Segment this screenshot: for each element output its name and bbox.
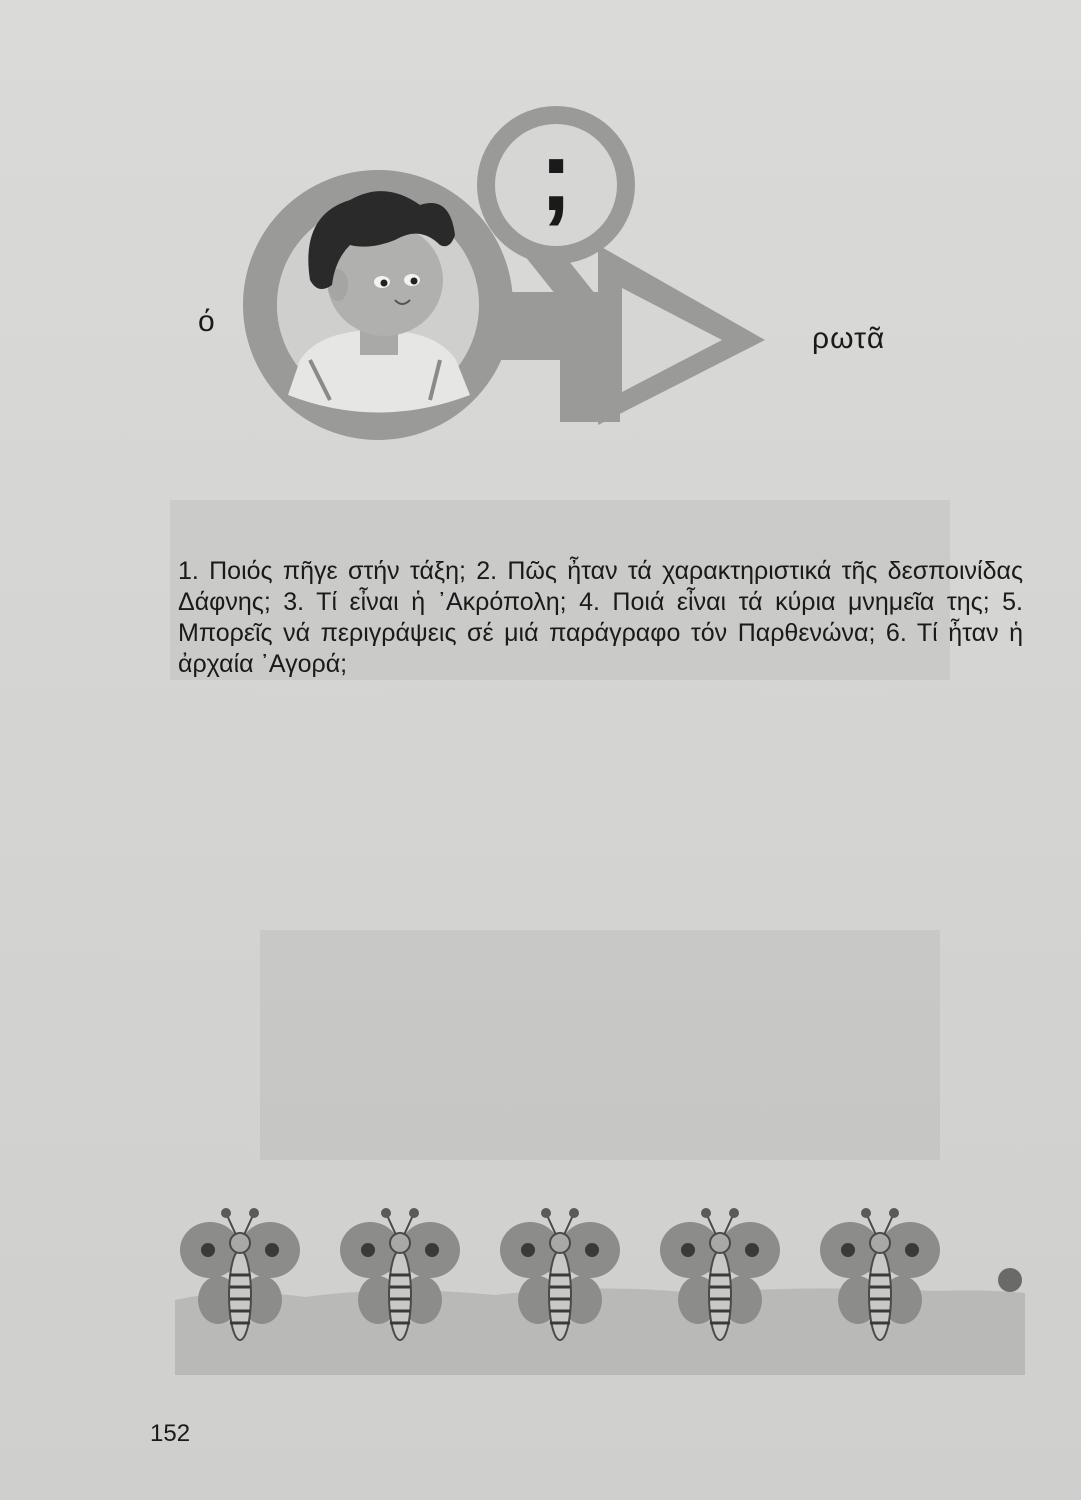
boy-pupil-left xyxy=(381,280,388,287)
questions-paragraph: 1. Ποιός πῆγε στήν τάξη; 2. Πῶς ἦταν τά χαρακτηριστικά τῆς δεσποινίδας Δάφνης; 3. Τί εἶναι ἡ ᾿Ακρόπολη; 4. Ποιά εἶναι τά κύρια μνημεῖα της; 5. Μπορεῖς νά περιγράψεις σέ μιά παράγραφο τόν Παρθενώνα; 6. Τί ἦταν ἡ ἀρχαία ᾿Αγορά; xyxy=(178,557,1023,678)
page-number: 152 xyxy=(150,1420,191,1447)
butterflies-illustration xyxy=(175,1205,1025,1375)
show-through-image xyxy=(260,930,940,1160)
label-rota: ρωτᾶ xyxy=(812,322,886,355)
boy-pupil-right xyxy=(411,278,418,285)
label-o: ό xyxy=(198,305,215,338)
small-ball xyxy=(998,1268,1022,1292)
boy-face-question-icon xyxy=(0,0,1081,520)
question-mark-glyph: ; xyxy=(539,120,573,232)
